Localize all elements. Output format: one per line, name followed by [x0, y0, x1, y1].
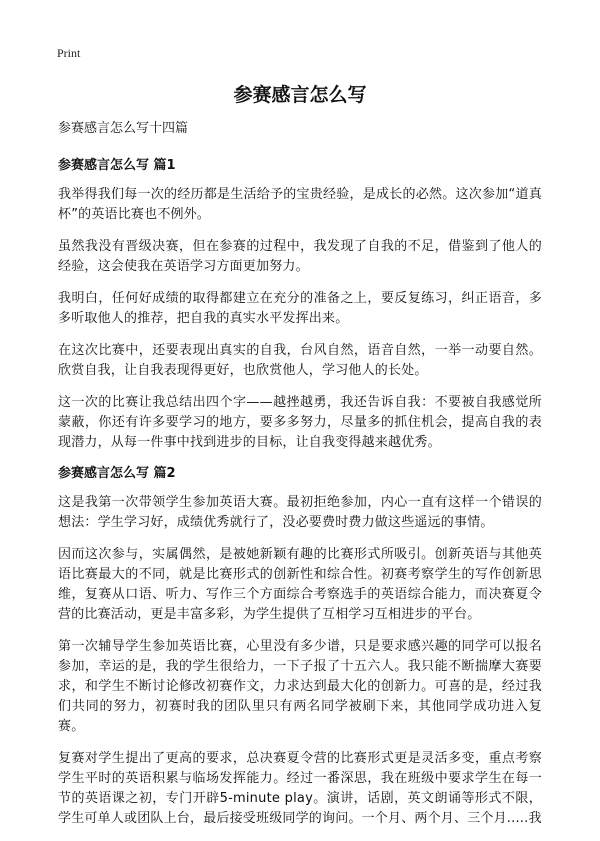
paragraph: 虽然我没有晋级决赛，但在参赛的过程中，我发现了自我的不足，借鉴到了他人的经验，这会使我在英语学习方面更加努力。: [58, 239, 542, 274]
section-2: [58, 465, 542, 829]
paragraph: 在这次比赛中，还要表现出真实的自我，台风自然，语音自然，一举一动要自然。欣赏自我，让自我表现得更好，也欣赏他人，学习他人的长处。: [58, 343, 542, 378]
page-title: 参赛感言怎么写: [233, 84, 367, 106]
paragraph: 这是我第一次带领学生参加英语大赛。最初拒绝参加，内心一直有这样一个错误的想法：学生学习好，成绩优秀就行了，没必要费时费力做这些遥远的事情。: [58, 495, 542, 530]
paragraph: 我明白，任何好成绩的取得都建立在充分的准备之上，要反复练习，纠正语音，多多听取他人的推荐，把自我的真实水平发挥出来。: [58, 291, 542, 326]
paragraph: 这一次的比赛让我总结出四个字——越挫越勇，我还告诉自我：不要被自我感觉所蒙蔽，你还有许多要学习的地方，要多多努力，尽量多的抓住机会，提高自我的表现潜力，从每一件事中找到进步的目标，让自我变得越来越优秀。: [58, 395, 542, 450]
paragraph: 复赛对学生提出了更高的要求，总决赛夏令营的比赛形式更是灵活多变，重点考察学生平时的英语积累与临场发挥能力。经过一番深思，我在班级中要求学生在每一节的英语课之初，专门开辟5-minute play。演讲，话剧，英文朗诵等形式不限，学生可单人或团队上台，最后接受班级同学的询问。一个月、两个月、三个月.....我: [58, 751, 542, 826]
section-1: [58, 157, 542, 453]
article-body: [58, 120, 542, 841]
paragraph: 第一次辅导学生参加英语比赛，心里没有多少谱，只是要求感兴趣的同学可以报名参加，幸运的是，我的学生很给力，一下子报了十五六人。我只能不断揣摩大赛要求，和学生不断讨论修改初赛作文，力求达到最大化的创新力。可喜的是，经过我们共同的努力，初赛时我的团队里只有两名同学被刷下来，其他同学成功进入复赛。: [58, 639, 542, 734]
paragraph: 因而这次参与，实属偶然，是被她新颖有趣的比赛形式所吸引。创新英语与其他英语比赛最大的不同，就是比赛形式的创新性和综合性。初赛考察学生的写作创新思维，复赛从口语、听力、写作三个方面综合考察选手的英语综合能力，而决赛夏令营的比赛活动，更是丰富多彩，为学生提供了互相学习互相进步的平台。: [58, 547, 542, 622]
paragraph: 我举得我们每一次的经历都是生活给予的宝贵经验，是成长的必然。这次参加“道真杯”的英语比赛也不例外。: [58, 187, 542, 222]
article-subtitle: 参赛感言怎么写十四篇: [58, 121, 189, 136]
print-link[interactable]: Print: [57, 46, 81, 60]
section-heading: 参赛感言怎么写 篇1: [58, 158, 176, 173]
section-heading: 参赛感言怎么写 篇2: [58, 466, 176, 481]
